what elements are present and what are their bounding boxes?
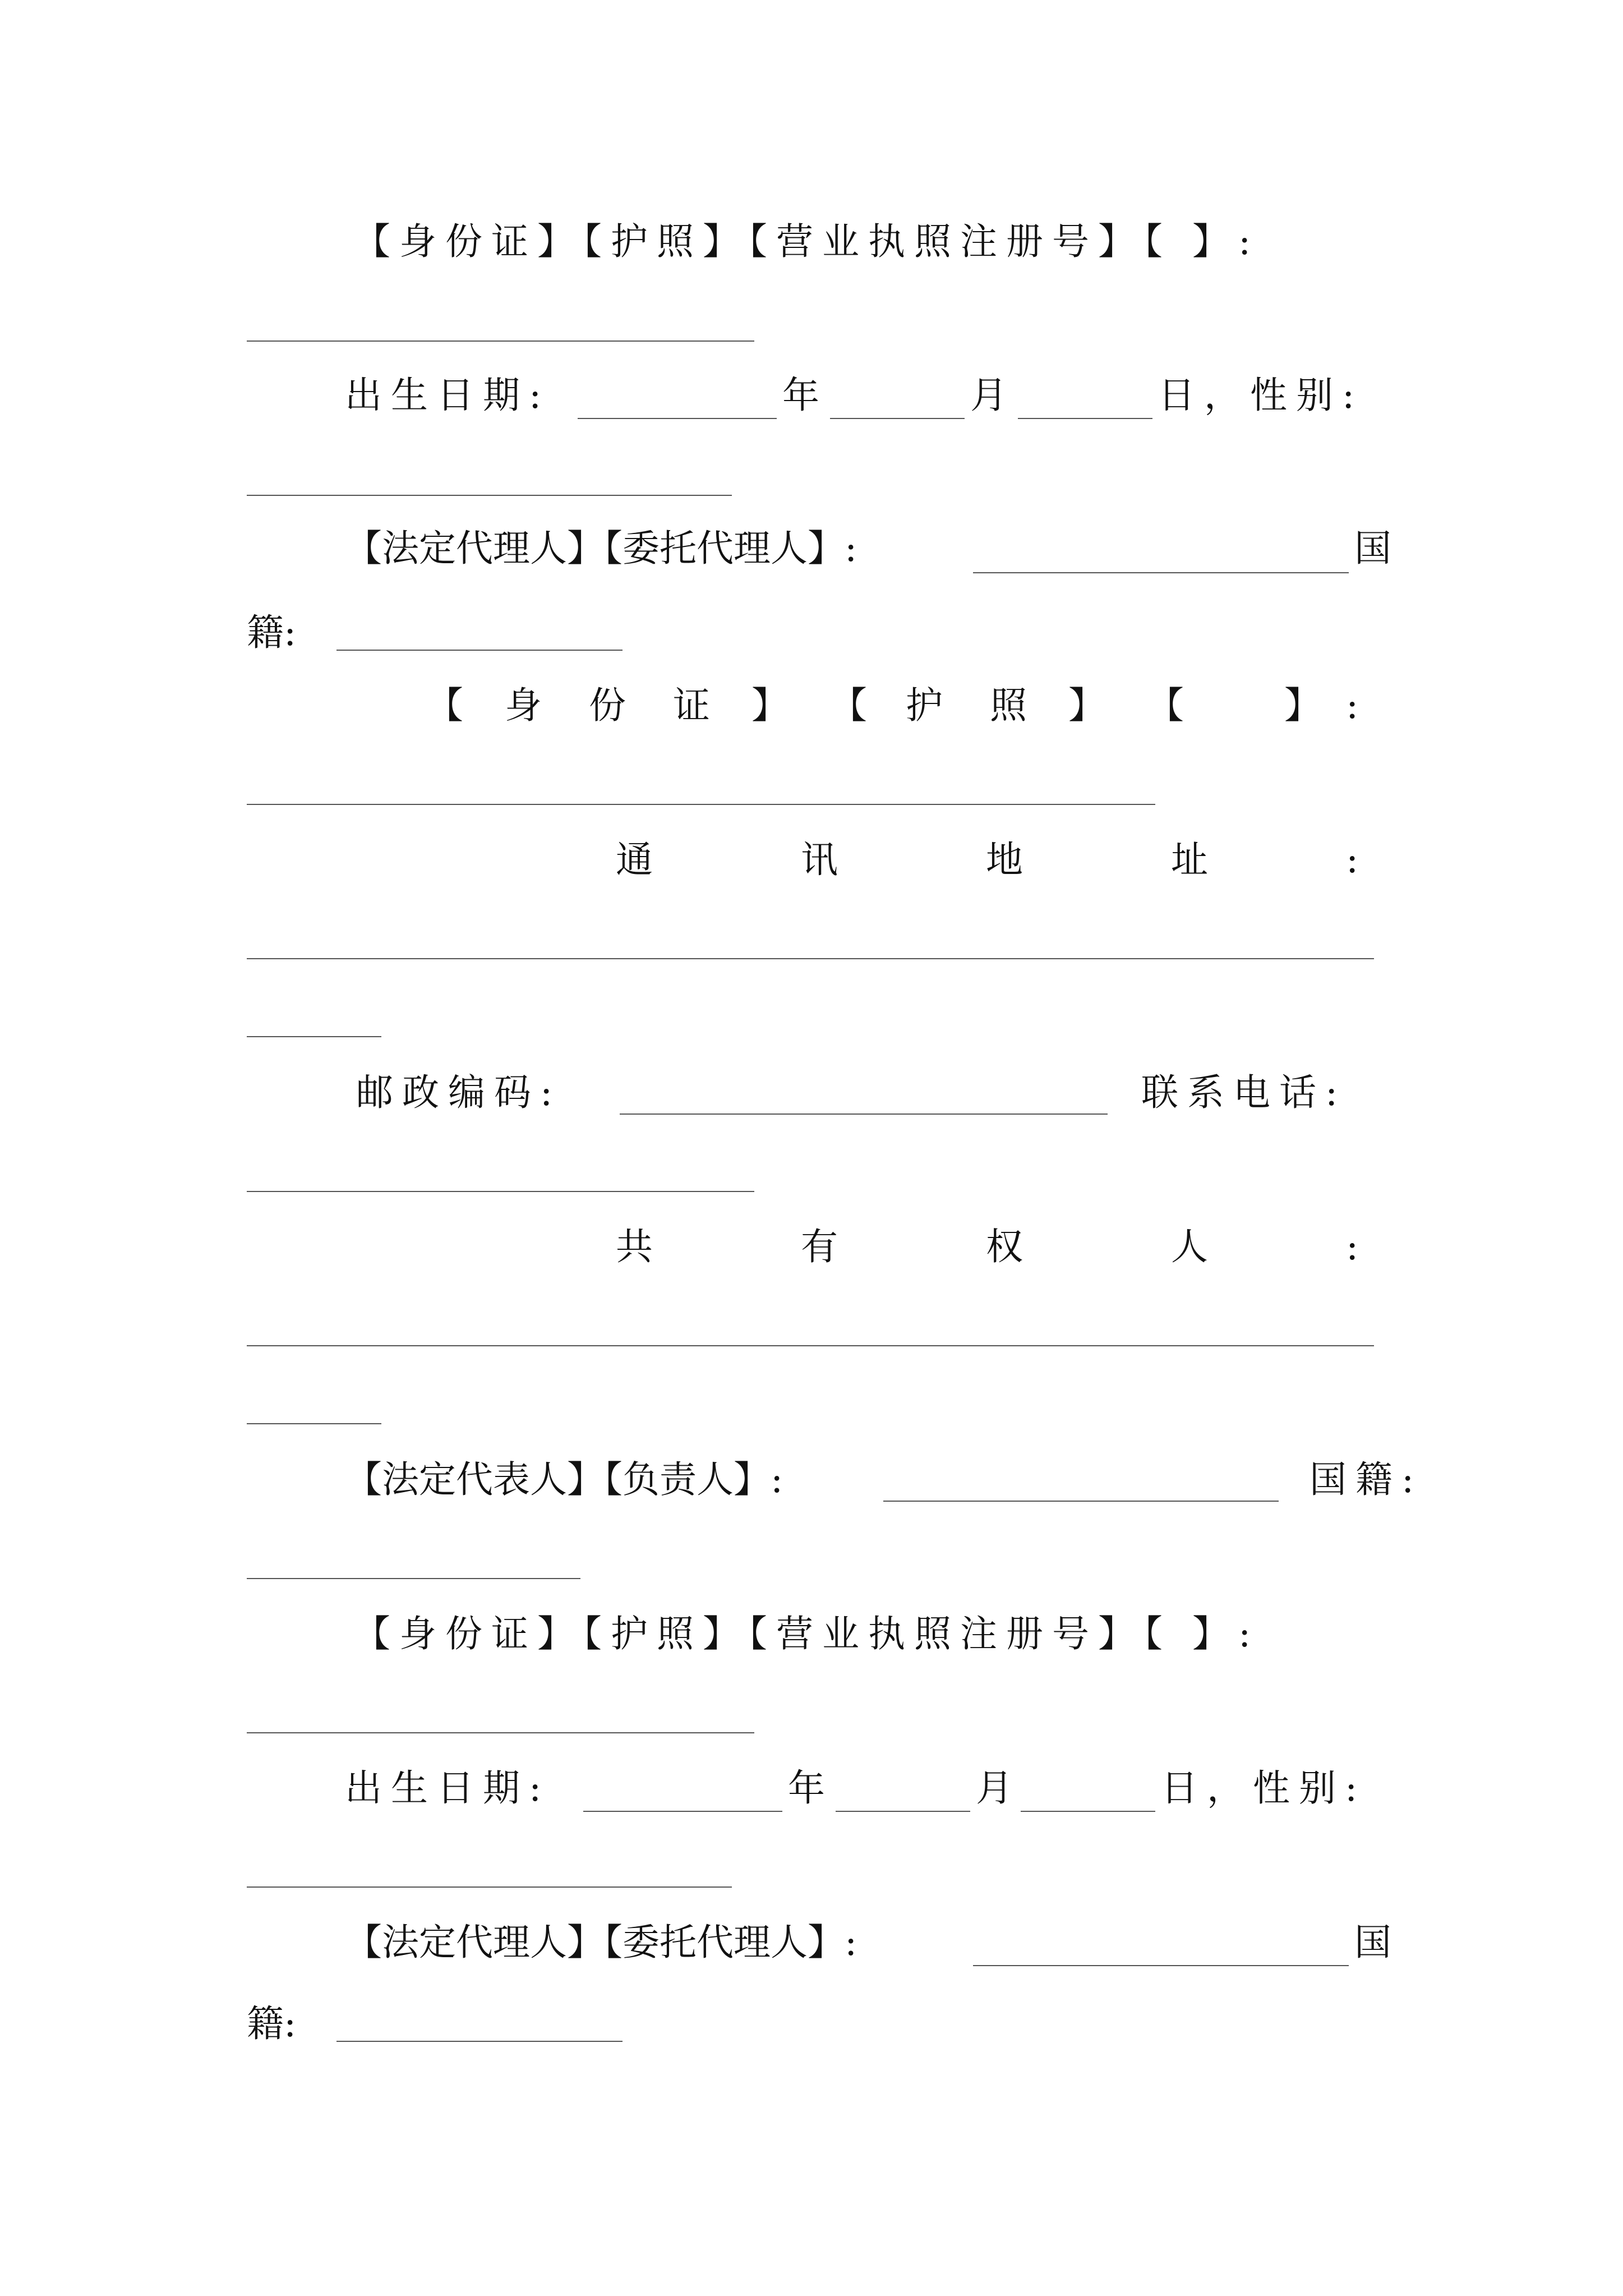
id2-char: 护	[906, 684, 943, 727]
legal-rep-name-blank[interactable]	[883, 1501, 1279, 1502]
nationality-label-1a: 国	[1354, 527, 1391, 570]
agent-label-2: 【法定代理人】【委托代理人】:	[345, 1921, 857, 1964]
month-label-2: 月	[976, 1766, 1013, 1810]
nationality-label-1b: 籍:	[247, 611, 297, 654]
address-char: 址	[1171, 838, 1208, 881]
id-type-label-1: 【身份证】【护照】【营业执照注册号】【 】:	[353, 220, 1260, 263]
day-gender-label-2: 日，性别:	[1161, 1766, 1367, 1810]
address-blank-line-1[interactable]	[247, 958, 1374, 959]
address-char: 通	[616, 838, 653, 881]
coowner-char: :	[1346, 1225, 1359, 1268]
id-number-blank-1[interactable]	[247, 341, 754, 342]
id2-char: 【	[426, 684, 463, 727]
id-number-blank-2[interactable]	[247, 804, 1155, 805]
year-label-1: 年	[782, 374, 819, 417]
birth-day-blank-1[interactable]	[1018, 418, 1152, 419]
birth-day-blank-2[interactable]	[1021, 1811, 1155, 1812]
id-type-label-3: 【身份证】【护照】【营业执照注册号】【 】:	[353, 1612, 1260, 1655]
address-char: :	[1346, 838, 1359, 881]
gender-blank-1[interactable]	[247, 495, 732, 496]
gender-blank-2[interactable]	[247, 1887, 732, 1888]
nationality-blank-1[interactable]	[336, 650, 623, 651]
nationality-blank-2[interactable]	[336, 2041, 623, 2042]
legal-rep-label: 【法定代表人】【负责人】:	[345, 1458, 783, 1501]
nationality-label-2a: 国	[1354, 1921, 1391, 1964]
birth-date-label-2: 出生日期:	[345, 1766, 551, 1810]
birth-month-blank-2[interactable]	[836, 1811, 970, 1812]
postal-code-blank[interactable]	[620, 1114, 1108, 1115]
nationality-blank-rep[interactable]	[247, 1578, 580, 1579]
agent-name-blank-1[interactable]	[973, 572, 1349, 573]
id2-char: 】	[751, 684, 789, 727]
postal-code-label: 邮政编码:	[356, 1071, 562, 1114]
phone-blank[interactable]	[247, 1191, 754, 1192]
address-char: 地	[986, 838, 1023, 881]
id2-char: 【	[830, 684, 867, 727]
id2-char: 身	[505, 684, 542, 727]
coowner-char: 权	[986, 1225, 1023, 1268]
year-label-2: 年	[788, 1766, 825, 1810]
nationality-label-rep: 国籍:	[1310, 1458, 1423, 1501]
co-owner-blank-line-2[interactable]	[247, 1423, 381, 1424]
agent-label-1: 【法定代理人】【委托代理人】:	[345, 527, 857, 570]
birth-year-blank-2[interactable]	[583, 1811, 782, 1812]
phone-label: 联系电话:	[1141, 1071, 1347, 1114]
address-blank-line-2[interactable]	[247, 1036, 381, 1037]
coowner-char: 有	[801, 1225, 838, 1268]
birth-date-label-1: 出生日期:	[345, 374, 551, 417]
birth-year-blank-1[interactable]	[578, 418, 777, 419]
co-owner-blank-line-1[interactable]	[247, 1345, 1374, 1346]
id2-char: 】	[1068, 684, 1105, 727]
coowner-char: 共	[616, 1225, 653, 1268]
id2-char: 证	[673, 684, 710, 727]
id2-char: 照	[990, 684, 1027, 727]
coowner-char: 人	[1171, 1225, 1208, 1268]
id-number-blank-3[interactable]	[247, 1732, 754, 1733]
day-gender-label-1: 日，性别:	[1158, 374, 1364, 417]
nationality-label-2b: 籍:	[247, 2002, 297, 2045]
birth-month-blank-1[interactable]	[830, 418, 965, 419]
id2-char: 份	[589, 684, 626, 727]
address-char: 讯	[801, 838, 838, 881]
agent-name-blank-2[interactable]	[973, 1965, 1349, 1966]
month-label-1: 月	[970, 374, 1007, 417]
id2-char: 【	[1147, 684, 1184, 727]
id2-char: 】	[1284, 684, 1321, 727]
id2-char: :	[1346, 684, 1359, 727]
